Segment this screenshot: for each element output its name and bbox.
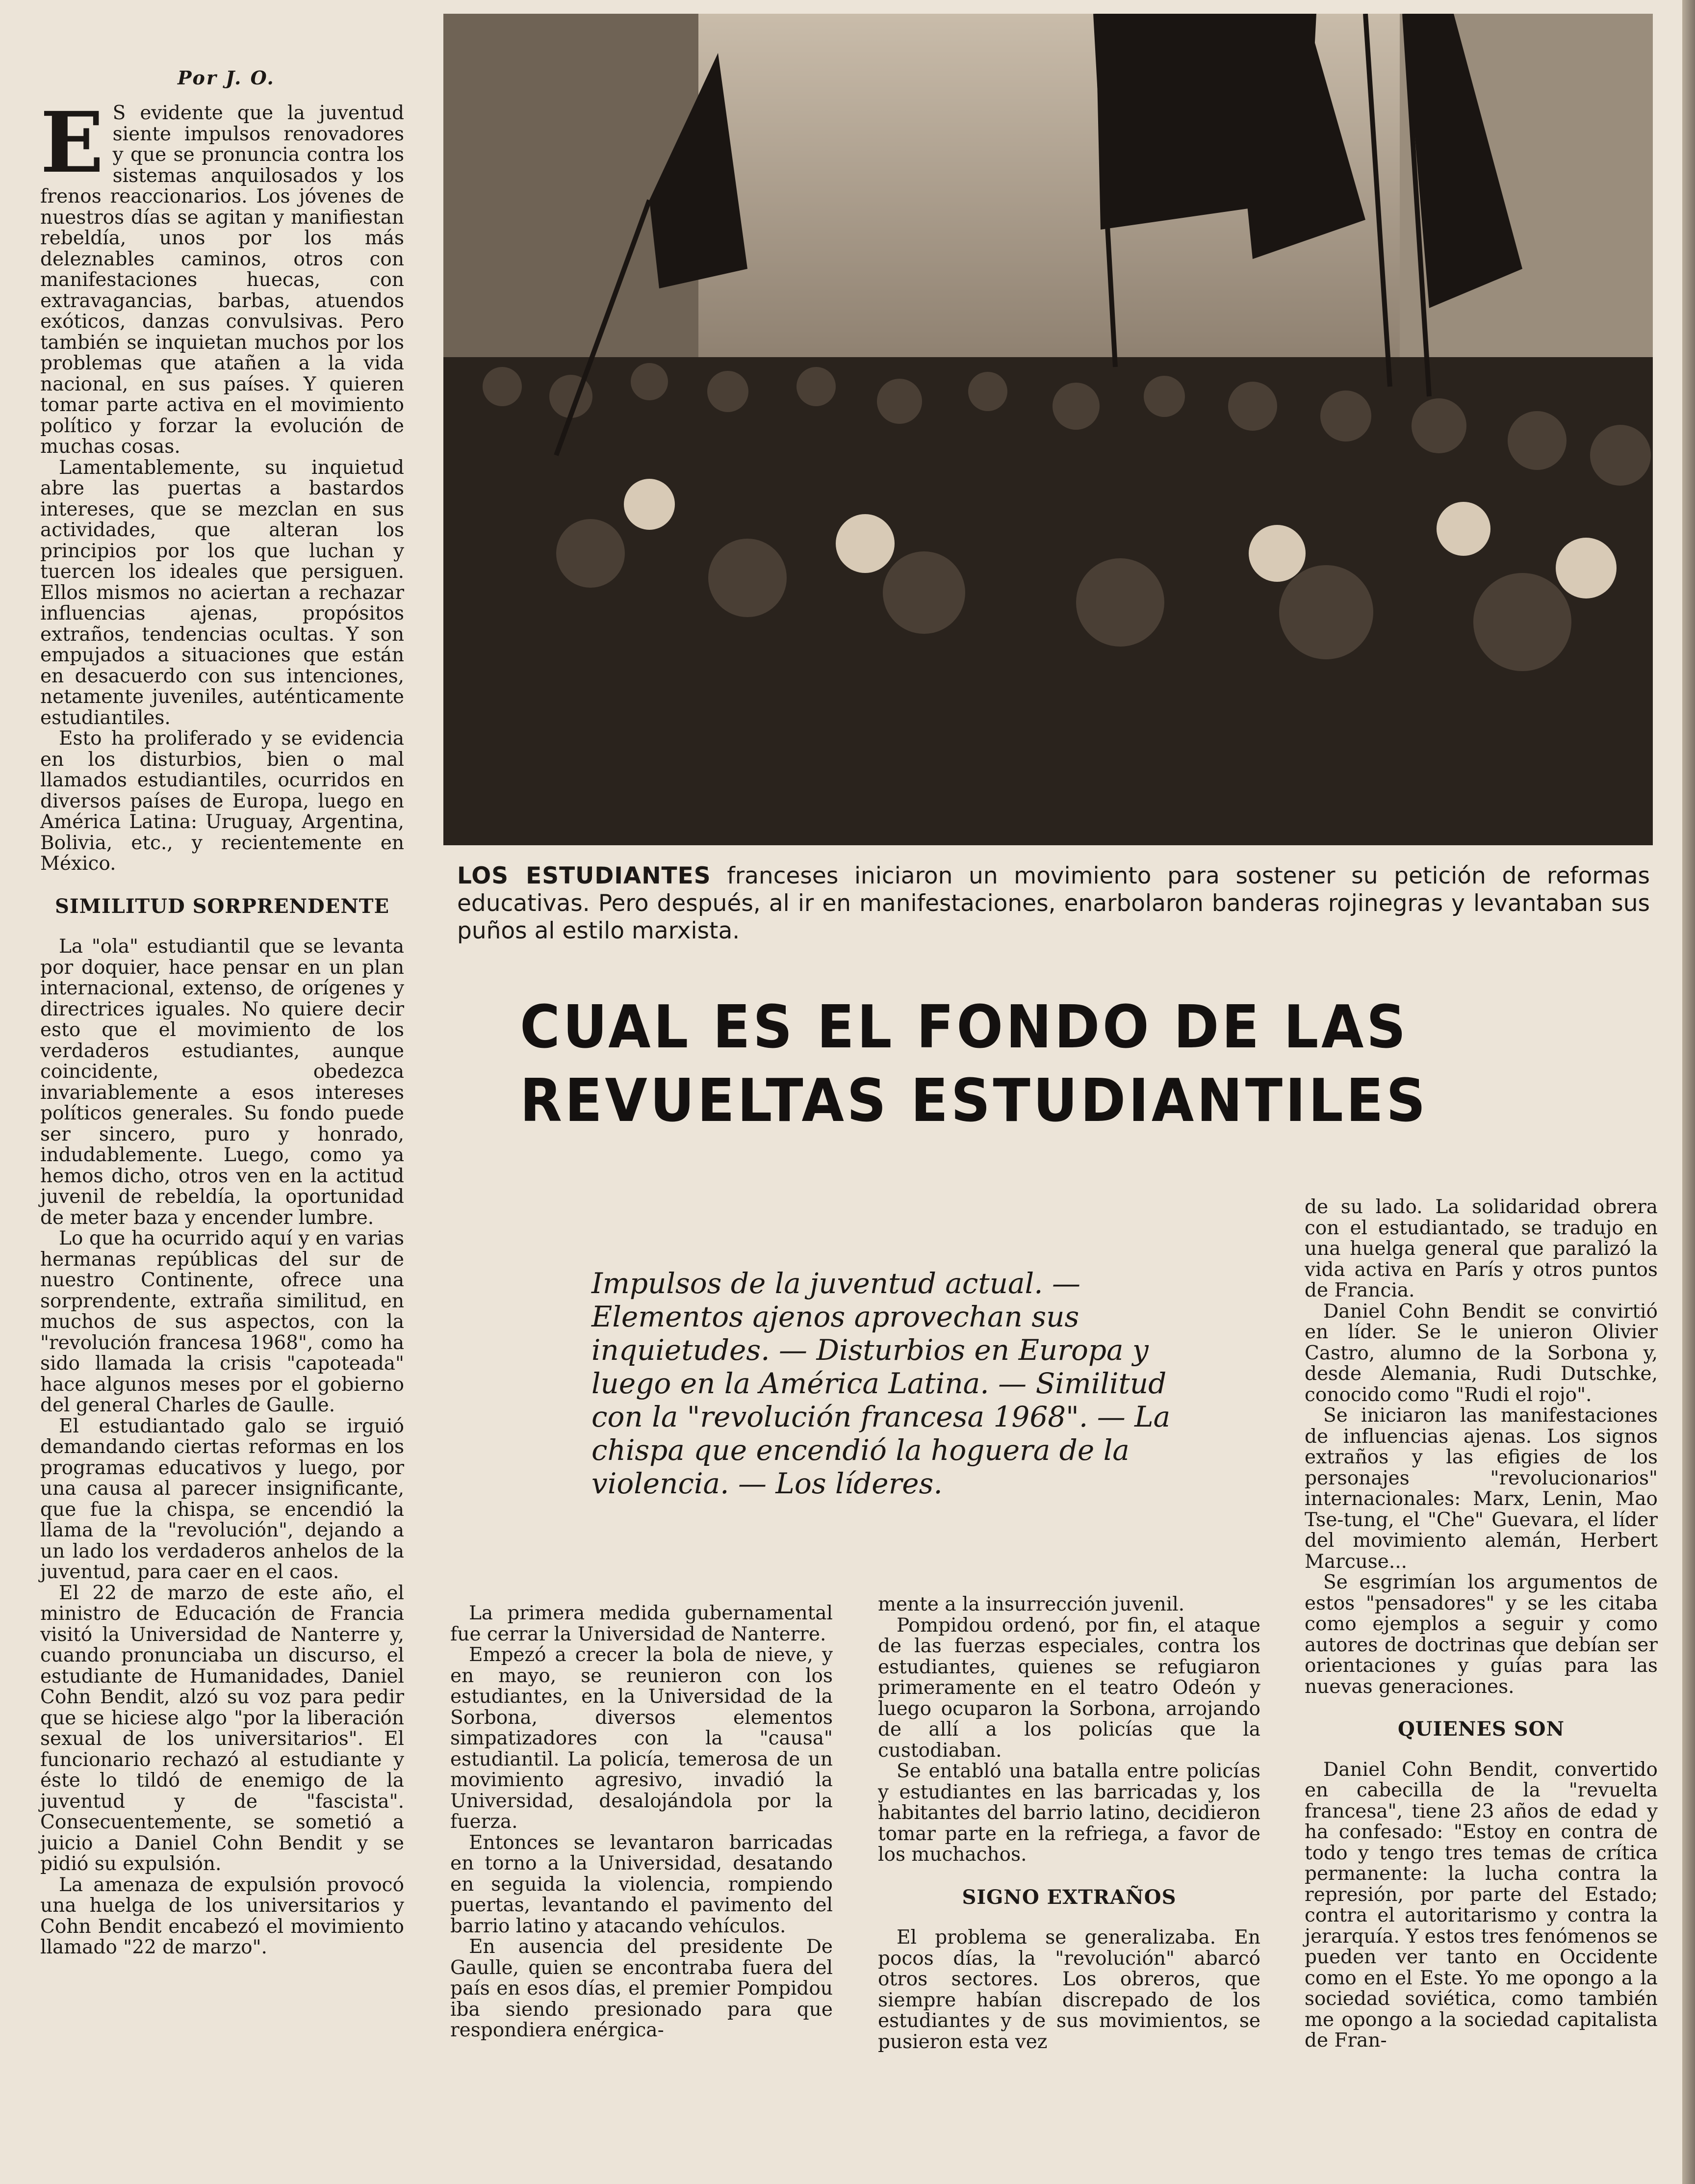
paragraph: Pompidou ordenó, por fin, el ataque de las fuerzas especiales, contra los estudiantes, quienes se refugiaron primeramente en el teatro Odeón y luego ocuparon la Sorbona, arrojando de allí a los policías que la custodiaban.	[878, 1614, 1260, 1762]
paragraph: Esto ha proliferado y se evidencia en los disturbios, bien o mal llamados estudiantiles, ocurridos en diversos países de Europa, luego en América Latina: Uruguay, Argentina, Bolivia, etc., y recientemente en México.	[40, 728, 404, 875]
paragraph: La "ola" estudiantil que se levanta por doquier, hace pensar en un plan internacional, extenso, de orígenes y directrices iguales. No quiere decir esto que el movimiento de los verdaderos estudiantes, aunque coincidente, obedezca invariablemente a esos intereses políticos generales. Su fondo puede ser sincero, puro y honrado, indudablemente. Luego, como ya hemos dicho, otros ven en la actitud juvenil de rebeldía, la oportunidad de meter baza y encender lumbre.	[40, 936, 404, 1229]
byline: Por J. O.	[178, 67, 275, 89]
column-3	[878, 1594, 1260, 2053]
photo-caption	[457, 862, 1650, 945]
paragraph: En ausencia del presidente De Gaulle, quien se encontraba fuera del país en esos días, el premier Pompidou iba siendo presionado para que respondiera enérgica-	[450, 1936, 833, 2041]
headline-line-1: CUAL ES EL FONDO DE LAS	[520, 993, 1409, 1062]
paragraph: El estudiantado galo se irguió demandando ciertas reformas en los programas educativos y luego, por una causa al parecer insignificante, que fue la chispa, se encendió la llama de la "revolución", dejando a un lado los verdaderos anhelos de la juventud, para caer en el caos.	[40, 1415, 404, 1583]
caption-lead: LOS ESTUDIANTES	[457, 862, 711, 889]
protest-photo-image	[443, 14, 1653, 845]
page-edge	[1682, 0, 1695, 2184]
subhead-similitud: SIMILITUD SORPRENDENTE	[54, 894, 390, 918]
headline-line-2: REVUELTAS ESTUDIANTILES	[520, 1067, 1429, 1135]
left-column	[40, 94, 404, 1958]
column-4	[1305, 1197, 1658, 2052]
paragraph: Lo que ha ocurrido aquí y en varias hermanas repúblicas del sur de nuestro Continente, ofrece una sorprendente, extraña similitud, en muchos de sus aspectos, con la "revolución francesa 1968", como ha sido llamada la crisis "capoteada" hace algunos meses por el gobierno del general Charles de Gaulle.	[40, 1227, 404, 1416]
protest-photo	[443, 14, 1653, 845]
subhead-quienes: QUIENES SON	[1397, 1717, 1565, 1741]
subhead-signo: SIGNO EXTRAÑOS	[962, 1885, 1177, 1909]
paragraph: Daniel Cohn Bendit se convirtió en líder. Se le unieron Olivier Castro, alumno de la Sorbona y, desde Alemania, Rudi Dutschke, conocido como "Rudi el rojo".	[1305, 1300, 1658, 1406]
paragraph: Se iniciaron las manifestaciones de influencias ajenas. Los signos extraños y las efigies de los personajes "revolucionarios" internacionales: Marx, Lenin, Mao Tse-tung, el "Che" Guevara, el líder del movimiento alemán, Herbert Marcuse...	[1305, 1404, 1658, 1573]
paragraph: Daniel Cohn Bendit, convertido en cabecilla de la "revuelta francesa", tiene 23 años de edad y ha confesado: "Estoy en contra de todo y tengo tres temas de crítica permanente: la lucha contra la represión, por parte del Estado; contra el autoritarismo y contra la jerarquía. Y estos tres fenómenos se pueden ver tanto en Occidente como en el Este. Yo me opongo a la sociedad soviética, como también me opongo a la sociedad capitalista de Fran-	[1305, 1758, 1658, 2052]
paragraph: Empezó a crecer la bola de nieve, y en mayo, se reunieron con los estudiantes, en la Universidad de la Sorbona, diversos elementos simpatizadores con la "causa" estudiantil. La policía, temerosa de un movimiento agresivo, invadió la Universidad, desalojándola por la fuerza.	[450, 1644, 833, 1833]
headline	[520, 991, 1583, 1138]
paragraph: mente a la insurrección juvenil.	[878, 1593, 1185, 1615]
paragraph: Lamentablemente, su inquietud abre las puertas a bastardos intereses, que se mezclan en sus actividades, que alteran los principios por los que luchan y tuercen los ideales que persiguen. Ellos mismos no aciertan a rechazar influencias ajenas, propósitos extraños, tendencias ocultas. Y son empujados a situaciones que están en desacuerdo con sus intenciones, netamente juveniles, auténticamente estudiantiles.	[40, 456, 404, 729]
paragraph: La amenaza de expulsión provocó una huelga de los universitarios y Cohn Bendit encabezó el movimiento llamado "22 de marzo".	[40, 1873, 404, 1958]
paragraph: La primera medida gubernamental fue cerrar la Universidad de Nanterre.	[450, 1602, 833, 1645]
paragraph: Se esgrimían los argumentos de estos "pensadores" y se les citaba como ejemplos a seguir y como autores de doctrinas que debían ser orientaciones y guías para las nuevas generaciones.	[1305, 1571, 1658, 1698]
column-2	[450, 1603, 833, 2041]
summary-deck: Impulsos de la juventud actual. — Elementos ajenos aprovechan sus inquietudes. — Disturbios en Europa y luego en la América Latina. — Similitud con la "revolución francesa 1968". — La chispa que encendió la hoguera de la violencia. — Los líderes.	[591, 1267, 1171, 1500]
paragraph: El problema se generalizaba. En pocos días, la "revolución" abarcó otros sectores. Los obreros, que siempre habían discrepado de los estudiantes y de sus movimientos, se pusieron esta vez	[878, 1926, 1260, 2053]
caption-text: franceses iniciaron un movimiento para sostener su petición de reformas educativas. Pero después, al ir en manifestaciones, enarbolaron banderas rojinegras y levantaban sus puños al estilo marxista.	[457, 862, 1650, 944]
intro-paragraph: E S evidente que la juventud siente impulsos renovadores y que se pronuncia contra los sistemas anquilosados y los frenos reaccionarios. Los jóvenes de nuestros días se agitan y manifiestan rebeldía, unos por los más deleznables caminos, otros con manifestaciones huecas, con extravagancias, barbas, atuendos exóticos, danzas convulsivas. Pero también se inquietan muchos por los problemas que atañen a la vida nacional, en sus países. Y quieren tomar parte activa en el movimiento político y forzar la evolución de muchas cosas.	[40, 94, 404, 458]
paragraph: El 22 de marzo de este año, el ministro de Educación de Francia visitó la Universidad de Nanterre y, cuando pronunciaba un discurso, el estudiante de Humanidades, Daniel Cohn Bendit, alzó su voz para pedir que se hiciese algo "por la liberación sexual de los universitarios". El funcionario rechazó al estudiante y éste lo tildó de enemigo de la juventud y de "fascista". Consecuentemente, se sometió a juicio a Daniel Cohn Bendit y se pidió su expulsión.	[40, 1582, 404, 1875]
paragraph: Entonces se levantaron barricadas en torno a la Universidad, desatando en seguida la violencia, rompiendo puertas, levantando el pavimento del barrio latino y atacando vehículos.	[450, 1831, 833, 1937]
drop-cap: E	[40, 94, 104, 192]
paragraph: de su lado. La solidaridad obrera con el estudiantado, se tradujo en una huelga general que paralizó la vida activa en París y otros puntos de Francia.	[1305, 1196, 1658, 1301]
paragraph: Se entabló una batalla entre policías y estudiantes en las barricadas y, los habitantes del barrio latino, decidieron tomar parte en la refriega, a favor de los muchachos.	[878, 1760, 1260, 1866]
